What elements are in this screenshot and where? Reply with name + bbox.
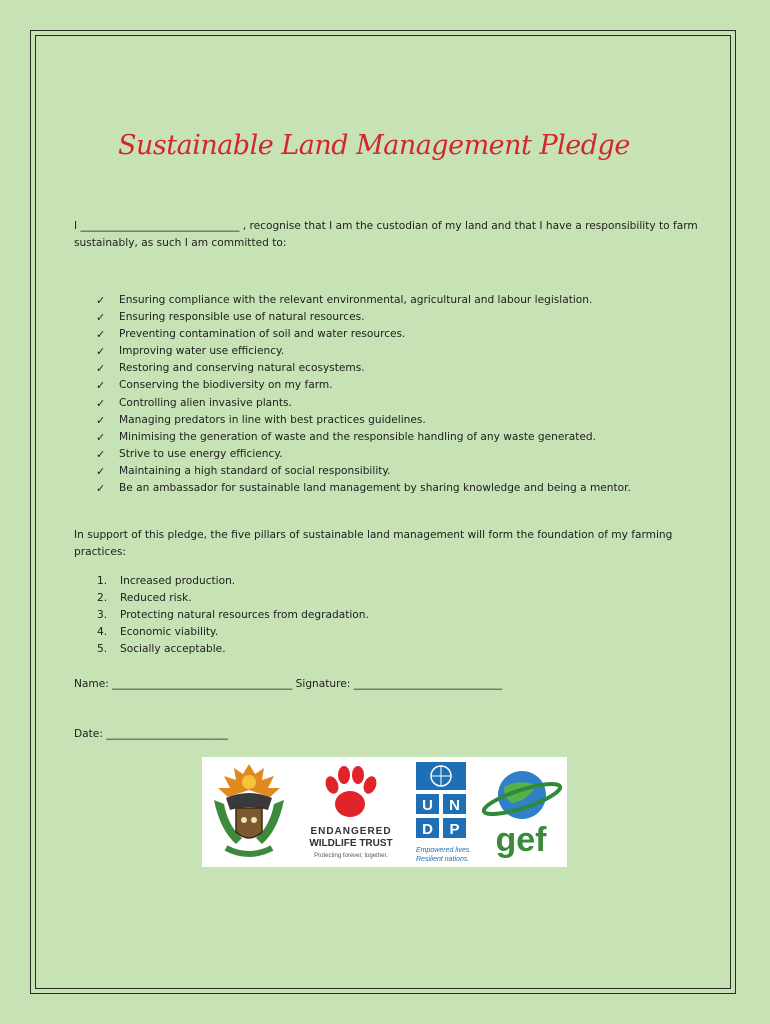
commitment-item [96, 463, 631, 480]
coat-of-arms-logo [206, 760, 292, 864]
intro-paragraph: I ______________________________ , recognise that I am the custodian of my land and that I have a responsibility to farm sustainably, as such I am committed to: [74, 220, 698, 249]
commitment-text: Be an ambassador for sustainable land management by sharing knowledge and being a mentor. [119, 482, 631, 495]
ewt-line2: WILDLIFE TRUST [309, 838, 393, 849]
partner-logos [202, 757, 567, 867]
pillar-number: 4. [97, 626, 108, 639]
pillar-number: 2. [97, 592, 108, 605]
commitment-item [96, 412, 631, 429]
name-signature-line[interactable]: Name: __________________________________ Signature: ____________________________ [74, 678, 503, 690]
undp-logo [412, 760, 472, 866]
ewt-line1: ENDANGERED [310, 826, 392, 837]
pillar-text: Socially acceptable. [120, 643, 226, 656]
commitment-text: Minimising the generation of waste and the responsible handling of any waste generated. [119, 430, 597, 443]
gef-logo [478, 761, 564, 865]
pillar-number: 5. [97, 643, 108, 656]
pillar-text: Economic viability. [120, 626, 219, 639]
commitment-item [96, 309, 631, 326]
commitment-item [96, 395, 631, 412]
undp-tagline1: Empowered lives. [416, 847, 472, 854]
commitment-text: Restoring and conserving natural ecosystems. [119, 362, 365, 375]
check-icon: ✓ [96, 294, 106, 307]
commitment-item [96, 377, 631, 394]
ewt-tagline: Protecting forever, together. [314, 853, 388, 859]
check-icon: ✓ [96, 413, 106, 427]
commitment-text: Maintaining a high standard of social responsibility. [119, 464, 391, 477]
pillar-text: Protecting natural resources from degradation. [120, 609, 369, 622]
undp-letter-p: P [449, 821, 460, 838]
pledge-title: Sustainable Land Management Pledge [118, 130, 630, 161]
commitment-item [96, 446, 631, 463]
check-icon: ✓ [96, 362, 106, 376]
commitment-text: Controlling alien invasive plants. [119, 396, 292, 409]
date-line[interactable]: Date: _______________________ [74, 728, 229, 740]
commitment-text: Strive to use energy efficiency. [119, 447, 283, 460]
check-icon: ✓ [96, 345, 106, 359]
check-icon: ✓ [96, 464, 106, 478]
commitment-text: Improving water use efficiency. [119, 345, 285, 358]
commitment-text: Preventing contamination of soil and water resources. [119, 328, 406, 341]
pillar-item [97, 607, 369, 624]
pillar-text: Reduced risk. [120, 592, 192, 605]
commitment-text: Conserving the biodiversity on my farm. [119, 379, 333, 392]
commitment-list [96, 292, 631, 497]
undp-letter-n: N [449, 797, 460, 814]
check-icon: ✓ [96, 328, 106, 342]
commitment-item [96, 360, 631, 377]
commitment-text: Ensuring compliance with the relevant environmental, agricultural and labour legislation. [119, 294, 593, 306]
undp-letter-d: D [422, 821, 433, 838]
check-icon: ✓ [96, 311, 106, 325]
check-icon: ✓ [96, 379, 106, 393]
check-icon: ✓ [96, 430, 106, 444]
undp-letter-u: U [422, 797, 433, 814]
pillar-item [97, 641, 369, 658]
check-icon: ✓ [96, 396, 106, 410]
check-icon: ✓ [96, 447, 106, 461]
commitment-item [96, 343, 631, 360]
pillar-item [97, 624, 369, 641]
commitment-text: Managing predators in line with best practices guidelines. [119, 413, 426, 426]
support-paragraph: In support of this pledge, the five pillars of sustainable land management will form the foundation of my farming practices: [74, 529, 673, 558]
pillar-item [97, 590, 369, 607]
undp-tagline2: Resilient nations. [416, 856, 470, 863]
pillars-list [97, 573, 369, 658]
commitment-text: Ensuring responsible use of natural resources. [119, 311, 365, 324]
pillar-number: 1. [97, 575, 108, 587]
commitment-item [96, 429, 631, 446]
commitment-item [96, 292, 631, 309]
pillar-text: Increased production. [120, 575, 236, 587]
commitment-item [96, 326, 631, 343]
commitment-item [96, 480, 631, 497]
pillar-item [97, 573, 369, 590]
gef-text: gef [495, 821, 547, 859]
check-icon: ✓ [96, 482, 106, 496]
pillar-number: 3. [97, 609, 108, 622]
ewt-logo [303, 761, 399, 865]
